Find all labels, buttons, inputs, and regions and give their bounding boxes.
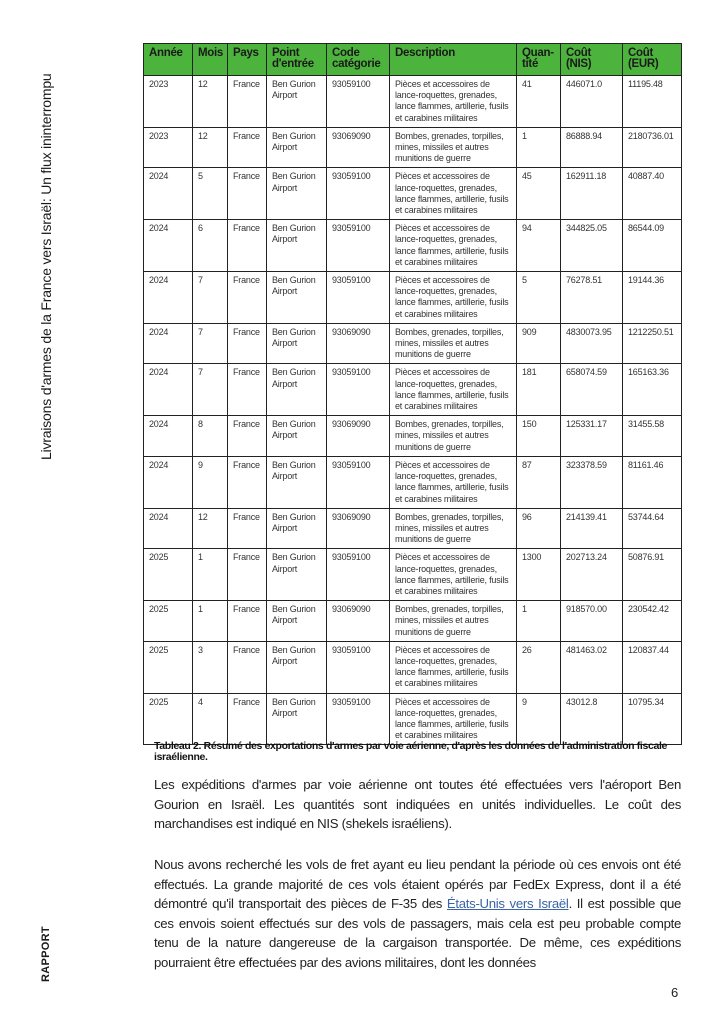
col-header-cout-eur: Coût (EUR) [623,44,682,76]
cell-cout-eur: 165163.36 [623,364,682,416]
cell-point-entree: Ben Gurion Airport [267,272,327,324]
cell-cout-eur: 120837.44 [623,641,682,693]
table-row [144,272,682,324]
cell-quantite: 94 [517,220,561,272]
cell-annee: 2024 [144,168,193,220]
cell-point-entree: Ben Gurion Airport [267,323,327,364]
cell-mois: 12 [193,127,228,168]
cell-mois: 5 [193,168,228,220]
cell-code: 93069090 [327,323,390,364]
cell-annee: 2025 [144,693,193,745]
table-row [144,220,682,272]
cell-description: Pièces et accessoires de lance-roquettes, grenades, lance flammes, artillerie, fusils et carabines militaires [390,168,517,220]
col-header-quantite: Quan-tité [517,44,561,76]
cell-cout-nis: 162911.18 [561,168,623,220]
cell-code: 93059100 [327,549,390,601]
cell-quantite: 9 [517,693,561,745]
cell-code: 93059100 [327,456,390,508]
cell-cout-eur: 11195.48 [623,76,682,128]
paragraph-text: . Il est possible que ces envois soient effectués sur des vols de passagers, mais cela est peu probable compte tenu de la nature dangereuse de la cargaison transportée. De même, ces expéditions pourraient être effectuées par des avions militaires, dont les données [154,896,682,970]
cell-annee: 2025 [144,641,193,693]
cell-point-entree: Ben Gurion Airport [267,220,327,272]
cell-pays: France [228,272,267,324]
cell-quantite: 5 [517,272,561,324]
table-row [144,127,682,168]
cell-annee: 2025 [144,549,193,601]
cell-code: 93069090 [327,601,390,642]
cell-code: 93059100 [327,220,390,272]
cell-code: 93069090 [327,508,390,549]
cell-quantite: 181 [517,364,561,416]
cell-quantite: 26 [517,641,561,693]
cell-quantite: 45 [517,168,561,220]
cell-annee: 2025 [144,601,193,642]
cell-pays: France [228,693,267,745]
page-number: 6 [671,985,679,1000]
cell-code: 93059100 [327,76,390,128]
cell-mois: 7 [193,272,228,324]
cell-description: Pièces et accessoires de lance-roquettes, grenades, lance flammes, artillerie, fusils et carabines militaires [390,456,517,508]
section-label: RAPPORT [40,926,52,982]
cell-annee: 2023 [144,127,193,168]
cell-cout-eur: 2180736.01 [623,127,682,168]
cell-description: Bombes, grenades, torpilles, mines, missiles et autres munitions de guerre [390,601,517,642]
cell-pays: France [228,456,267,508]
cell-point-entree: Ben Gurion Airport [267,508,327,549]
col-header-pays: Pays [228,44,267,76]
cell-description: Bombes, grenades, torpilles, mines, missiles et autres munitions de guerre [390,323,517,364]
col-header-mois: Mois [193,44,228,76]
cell-cout-eur: 230542.42 [623,601,682,642]
cell-cout-nis: 4830073.95 [561,323,623,364]
cell-point-entree: Ben Gurion Airport [267,416,327,457]
cell-cout-eur: 10795.34 [623,693,682,745]
cell-point-entree: Ben Gurion Airport [267,641,327,693]
cell-mois: 9 [193,456,228,508]
col-header-description: Description [390,44,517,76]
table-row [144,416,682,457]
cell-code: 93069090 [327,127,390,168]
cell-point-entree: Ben Gurion Airport [267,693,327,745]
cell-mois: 7 [193,323,228,364]
cell-cout-eur: 19144.36 [623,272,682,324]
cell-quantite: 150 [517,416,561,457]
cell-code: 93059100 [327,168,390,220]
cell-annee: 2024 [144,508,193,549]
cell-code: 93069090 [327,416,390,457]
cell-code: 93059100 [327,641,390,693]
cell-cout-eur: 50876.91 [623,549,682,601]
cell-pays: France [228,76,267,128]
cell-pays: France [228,601,267,642]
cell-annee: 2024 [144,272,193,324]
cell-code: 93059100 [327,272,390,324]
cell-mois: 4 [193,693,228,745]
cell-point-entree: Ben Gurion Airport [267,168,327,220]
cell-cout-nis: 344825.05 [561,220,623,272]
cell-cout-eur: 53744.64 [623,508,682,549]
cell-mois: 8 [193,416,228,457]
exports-table [143,43,682,745]
col-header-cout-nis: Coût (NIS) [561,44,623,76]
cell-pays: France [228,168,267,220]
table-header-row [144,44,682,76]
cell-cout-nis: 125331.17 [561,416,623,457]
cell-point-entree: Ben Gurion Airport [267,364,327,416]
table-row [144,364,682,416]
table-caption: Tableau 2. Résumé des exportations d'armes par voie aérienne, d'après les données de l'administration fiscale israélienne. [154,740,668,763]
cell-pays: France [228,508,267,549]
cell-annee: 2024 [144,323,193,364]
cell-cout-nis: 43012.8 [561,693,623,745]
cell-description: Bombes, grenades, torpilles, mines, missiles et autres munitions de guerre [390,416,517,457]
cell-mois: 6 [193,220,228,272]
cell-mois: 12 [193,76,228,128]
cell-quantite: 41 [517,76,561,128]
cell-cout-eur: 81161.46 [623,456,682,508]
paragraph-cargo-flights [154,855,681,972]
table-row [144,693,682,745]
cell-annee: 2024 [144,416,193,457]
cell-point-entree: Ben Gurion Airport [267,456,327,508]
cell-code: 93059100 [327,364,390,416]
cell-cout-eur: 86544.09 [623,220,682,272]
table-row [144,549,682,601]
cell-cout-eur: 1212250.51 [623,323,682,364]
running-title: Livraisons d'armes de la France vers Israël: Un flux ininterrompu [38,73,54,460]
cell-description: Pièces et accessoires de lance-roquettes, grenades, lance flammes, artillerie, fusils et carabines militaires [390,693,517,745]
cell-point-entree: Ben Gurion Airport [267,127,327,168]
link-usa-israel[interactable]: États-Unis vers Israël [446,896,569,911]
cell-pays: France [228,323,267,364]
cell-cout-nis: 481463.02 [561,641,623,693]
cell-cout-nis: 918570.00 [561,601,623,642]
cell-description: Pièces et accessoires de lance-roquettes, grenades, lance flammes, artillerie, fusils et carabines militaires [390,220,517,272]
table-row [144,601,682,642]
cell-quantite: 87 [517,456,561,508]
cell-cout-nis: 658074.59 [561,364,623,416]
cell-point-entree: Ben Gurion Airport [267,76,327,128]
cell-pays: France [228,127,267,168]
cell-cout-nis: 323378.59 [561,456,623,508]
cell-annee: 2024 [144,220,193,272]
cell-point-entree: Ben Gurion Airport [267,549,327,601]
table-row [144,323,682,364]
cell-pays: France [228,220,267,272]
cell-pays: France [228,641,267,693]
cell-quantite: 909 [517,323,561,364]
table-row [144,641,682,693]
paragraph-air-shipments: Les expéditions d'armes par voie aérienne ont toutes été effectuées vers l'aéroport Ben Gourion en Israël. Les quantités sont indiquées en unités individuelles. Le coût des marchandises est indiqué en NIS (shekels israéliens). [154,777,681,831]
cell-cout-nis: 446071.0 [561,76,623,128]
cell-cout-nis: 86888.94 [561,127,623,168]
table-row [144,456,682,508]
cell-cout-nis: 214139.41 [561,508,623,549]
cell-description: Bombes, grenades, torpilles, mines, missiles et autres munitions de guerre [390,508,517,549]
table-row [144,168,682,220]
cell-cout-nis: 202713.24 [561,549,623,601]
cell-mois: 1 [193,549,228,601]
cell-mois: 12 [193,508,228,549]
cell-description: Pièces et accessoires de lance-roquettes, grenades, lance flammes, artillerie, fusils et carabines militaires [390,641,517,693]
cell-code: 93059100 [327,693,390,745]
cell-annee: 2024 [144,364,193,416]
cell-quantite: 1 [517,601,561,642]
cell-description: Bombes, grenades, torpilles, mines, missiles et autres munitions de guerre [390,127,517,168]
paragraph-text: Nous avons recherché les vols de fret ayant eu lieu pendant la période où ces envois ont été effectués. La grande majorité de ces vols étaient opérés par FedEx Express, dont il a été démontré qu'il transportait des pièces de F-35 des [154,857,681,911]
cell-annee: 2024 [144,456,193,508]
table-row [144,508,682,549]
cell-quantite: 1300 [517,549,561,601]
table-row [144,76,682,128]
cell-mois: 3 [193,641,228,693]
cell-pays: France [228,549,267,601]
col-header-annee: Année [144,44,193,76]
cell-description: Pièces et accessoires de lance-roquettes, grenades, lance flammes, artillerie, fusils et carabines militaires [390,272,517,324]
cell-cout-nis: 76278.51 [561,272,623,324]
cell-quantite: 96 [517,508,561,549]
cell-pays: France [228,364,267,416]
cell-quantite: 1 [517,127,561,168]
cell-cout-eur: 40887.40 [623,168,682,220]
col-header-point-entree: Point d'entrée [267,44,327,76]
cell-mois: 7 [193,364,228,416]
cell-description: Pièces et accessoires de lance-roquettes, grenades, lance flammes, artillerie, fusils et carabines militaires [390,364,517,416]
cell-pays: France [228,416,267,457]
cell-point-entree: Ben Gurion Airport [267,601,327,642]
cell-cout-eur: 31455.58 [623,416,682,457]
cell-annee: 2023 [144,76,193,128]
col-header-code-categorie: Code catégorie [327,44,390,76]
cell-description: Pièces et accessoires de lance-roquettes, grenades, lance flammes, artillerie, fusils et carabines militaires [390,549,517,601]
cell-mois: 1 [193,601,228,642]
cell-description: Pièces et accessoires de lance-roquettes, grenades, lance flammes, artillerie, fusils et carabines militaires [390,76,517,128]
